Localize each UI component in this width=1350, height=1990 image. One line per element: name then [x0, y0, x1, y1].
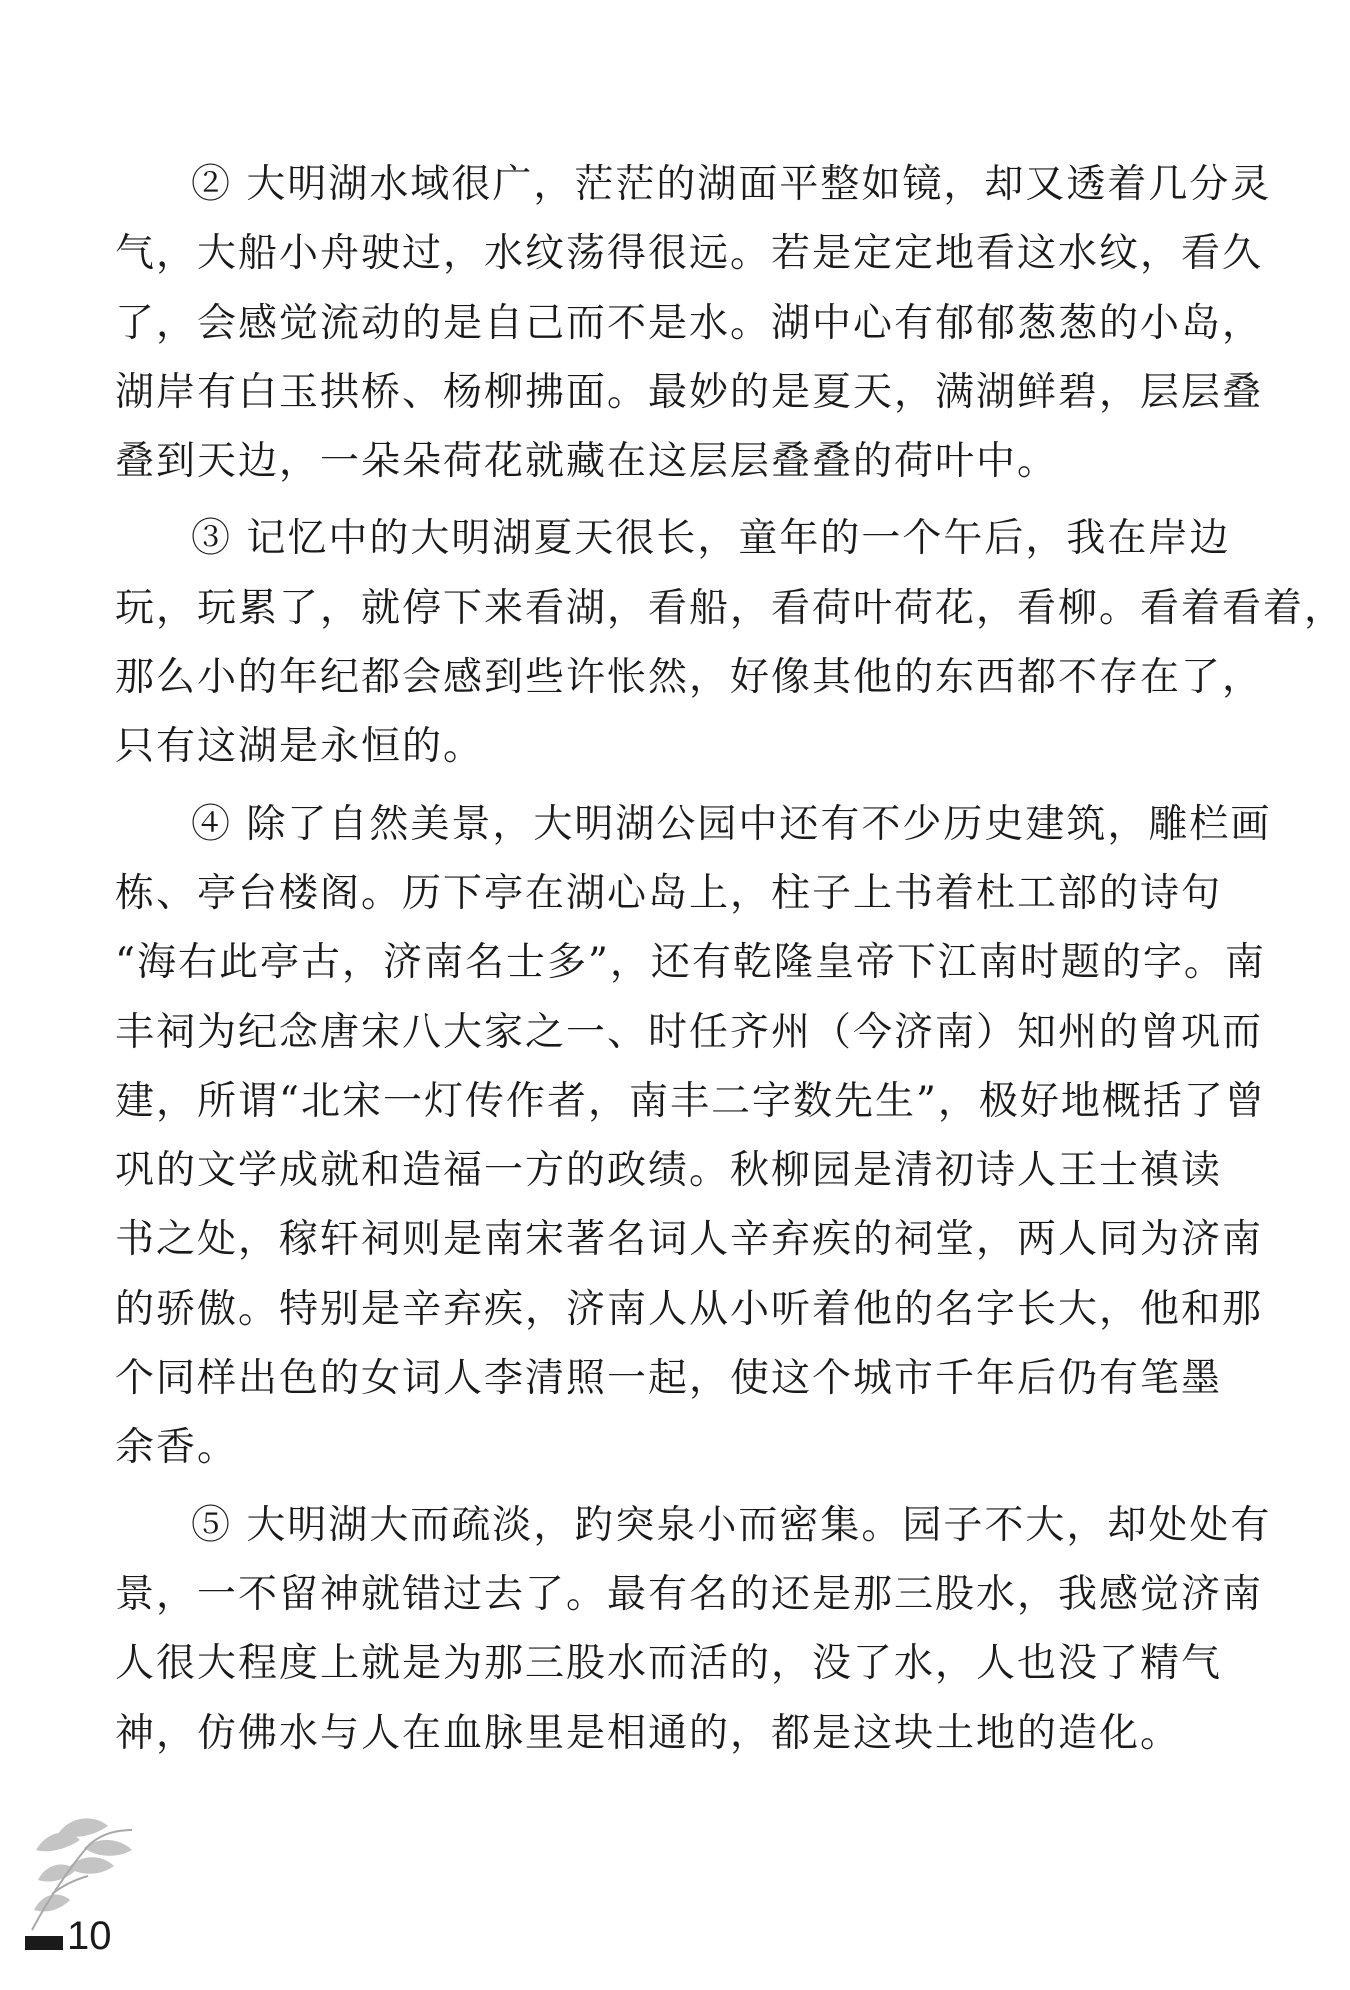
text-line: ③ 记忆中的大明湖夏天很长，童年的一个午后，我在岸边 [191, 516, 1231, 562]
text-line: 叠到天边，一朵朵荷花就藏在这层层叠叠的荷叶中。 [115, 439, 1059, 485]
page-number: 10 [67, 1914, 112, 1958]
text-line: 的骄傲。特别是辛弃疾，济南人从小听着他的名字长大，他和那 [115, 1286, 1264, 1332]
page-footer [25, 1900, 112, 1960]
text-line: 神，仿佛水与人在血脉里是相通的，都是这块土地的造化。 [115, 1710, 1182, 1756]
text-line: 玩，玩累了，就停下来看湖，看船，看荷叶荷花，看柳。看着看着， [115, 585, 1346, 631]
text-line: 那么小的年纪都会感到些许怅然，好像其他的东西都不存在了， [115, 655, 1264, 701]
text-line: 景，一不留神就错过去了。最有名的还是那三股水，我感觉济南 [115, 1571, 1264, 1617]
text-line: ⑤ 大明湖大而疏淡，趵突泉小而密集。园子不大，却处处有 [191, 1502, 1272, 1548]
text-line: 个同样出色的女词人李清照一起，使这个城市千年后仍有笔墨 [115, 1356, 1223, 1402]
text-line: 丰祠为纪念唐宋八大家之一、时任齐州（今济南）知州的曾巩而 [115, 1009, 1264, 1055]
text-line: 湖岸有白玉拱桥、杨柳拂面。最妙的是夏天，满湖鲜碧，层层叠 [115, 369, 1264, 415]
text-line: 栋、亭台楼阁。历下亭在湖心岛上，柱子上书着杜工部的诗句 [115, 870, 1223, 916]
paragraph-2 [115, 150, 1272, 496]
text-line: 气，大船小舟驶过，水纹荡得很远。若是定定地看这水纹，看久 [115, 231, 1264, 277]
text-line: 书之处，稼轩祠则是南宋著名词人辛弃疾的祠堂，两人同为济南 [115, 1217, 1264, 1263]
paragraph-3 [115, 504, 1346, 781]
text-line: 建，所谓“北宋一灯传作者，南丰二字数先生”，极好地概括了曾 [115, 1078, 1266, 1124]
paragraph-5 [115, 1491, 1272, 1768]
text-line: 人很大程度上就是为那三股水而活的，没了水，人也没了精气 [115, 1641, 1223, 1687]
text-line: 巩的文学成就和造福一方的政绩。秋柳园是清初诗人王士禛读 [115, 1148, 1223, 1194]
body-text [115, 150, 1346, 1768]
paragraph-4 [115, 790, 1272, 1483]
page-number-bar [25, 1936, 63, 1950]
text-line: 只有这湖是永恒的。 [115, 724, 485, 770]
text-line: “海右此亭古，济南名士多”，还有乾隆皇帝下江南时题的字。南 [115, 940, 1266, 986]
text-line: 余香。 [115, 1425, 239, 1471]
text-line: ② 大明湖水域很广，茫茫的湖面平整如镜，却又透着几分灵 [191, 162, 1272, 207]
text-line: 了，会感觉流动的是自己而不是水。湖中心有郁郁葱葱的小岛， [115, 300, 1264, 346]
text-line: ④ 除了自然美景，大明湖公园中还有不少历史建筑，雕栏画 [191, 801, 1272, 847]
